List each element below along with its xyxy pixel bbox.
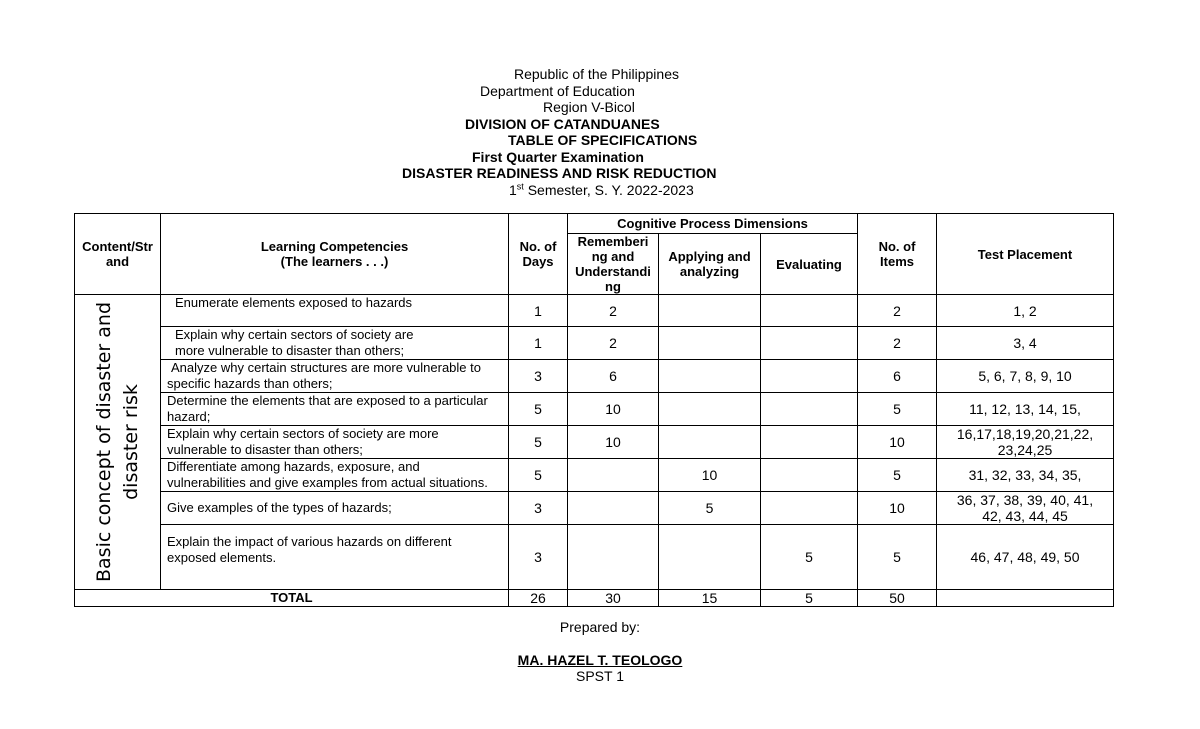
- republic-line: Republic of the Philippines: [514, 66, 679, 82]
- table-row: [75, 360, 1114, 393]
- applying-cell: [659, 295, 761, 327]
- table-row: [75, 492, 1114, 525]
- placement-cell: 5, 6, 7, 8, 9, 10: [937, 360, 1114, 393]
- competencies-header: Learning Competencies (The learners . . .): [161, 214, 509, 295]
- test-placement-header: Test Placement: [937, 214, 1114, 295]
- days-cell: 5: [509, 426, 568, 459]
- items-cell: 10: [858, 492, 937, 525]
- total-row: [75, 590, 1114, 607]
- competency-cell: Explain why certain sectors of society are more vulnerable to disaster than others;: [161, 426, 509, 459]
- total-placement: [937, 590, 1114, 607]
- evaluating-cell: [761, 327, 858, 360]
- applying-cell: [659, 360, 761, 393]
- remembering-cell: [568, 525, 659, 590]
- evaluating-cell: [761, 426, 858, 459]
- table-row: [75, 393, 1114, 426]
- competency-cell: Differentiate among hazards, exposure, and vulnerabilities and give examples from actual situations.: [161, 459, 509, 492]
- subject-line: DISASTER READINESS AND RISK REDUCTION: [402, 165, 717, 181]
- division-line: DIVISION OF CATANDUANES: [465, 116, 660, 132]
- content-strand-header: Content/Str and: [75, 214, 161, 295]
- preparer-position: SPST 1: [576, 668, 624, 684]
- total-items: 50: [858, 590, 937, 607]
- items-cell: 5: [858, 525, 937, 590]
- total-days: 26: [509, 590, 568, 607]
- placement-cell: 11, 12, 13, 14, 15,: [937, 393, 1114, 426]
- competency-cell: Give examples of the types of hazards;: [161, 492, 509, 525]
- content-strand-label: Basic concept of disaster and disaster risk: [92, 301, 142, 583]
- days-cell: 3: [509, 492, 568, 525]
- evaluating-cell: [761, 393, 858, 426]
- items-header: No. of Items: [858, 214, 937, 295]
- competency-cell: Enumerate elements exposed to hazards: [161, 295, 509, 327]
- exam-line: First Quarter Examination: [472, 149, 644, 165]
- applying-cell: [659, 525, 761, 590]
- remembering-header: Rememberi ng and Understandi ng: [568, 234, 659, 295]
- applying-cell: [659, 327, 761, 360]
- placement-cell: 46, 47, 48, 49, 50: [937, 525, 1114, 590]
- semester-text: Semester, S. Y. 2022-2023: [523, 182, 694, 198]
- items-cell: 6: [858, 360, 937, 393]
- table-row: [75, 327, 1114, 360]
- days-cell: 1: [509, 295, 568, 327]
- applying-cell: [659, 426, 761, 459]
- cognitive-dimensions-header: Cognitive Process Dimensions: [568, 214, 858, 234]
- placement-cell: 3, 4: [937, 327, 1114, 360]
- items-cell: 2: [858, 295, 937, 327]
- days-cell: 3: [509, 360, 568, 393]
- evaluating-cell: [761, 492, 858, 525]
- remembering-cell: [568, 459, 659, 492]
- competency-cell: Determine the elements that are exposed to a particular hazard;: [161, 393, 509, 426]
- placement-cell: 1, 2: [937, 295, 1114, 327]
- semester-ordinal-suffix: st: [516, 181, 524, 192]
- competency-cell: Explain why certain sectors of society are more vulnerable to disaster than others;: [161, 327, 509, 360]
- placement-cell: 36, 37, 38, 39, 40, 41, 42, 43, 44, 45: [937, 492, 1114, 525]
- remembering-cell: [568, 492, 659, 525]
- placement-cell: 31, 32, 33, 34, 35,: [937, 459, 1114, 492]
- semester-ordinal: 1: [509, 182, 517, 198]
- placement-cell: 16,17,18,19,20,21,22, 23,24,25: [937, 426, 1114, 459]
- remembering-cell: 2: [568, 327, 659, 360]
- days-cell: 5: [509, 459, 568, 492]
- table-row: [75, 525, 1114, 590]
- days-cell: 1: [509, 327, 568, 360]
- semester-line: [509, 182, 694, 198]
- remembering-cell: 6: [568, 360, 659, 393]
- days-cell: 5: [509, 393, 568, 426]
- header-row-1: [75, 214, 1114, 234]
- department-line: Department of Education: [480, 83, 635, 99]
- evaluating-header: Evaluating: [761, 234, 858, 295]
- document-title: TABLE OF SPECIFICATIONS: [508, 132, 698, 148]
- total-remembering: 30: [568, 590, 659, 607]
- region-line: Region V-Bicol: [543, 99, 635, 115]
- content-strand-cell: [75, 295, 161, 590]
- applying-cell: 10: [659, 459, 761, 492]
- remembering-cell: 10: [568, 426, 659, 459]
- items-cell: 5: [858, 459, 937, 492]
- total-label: TOTAL: [75, 590, 509, 607]
- remembering-cell: 2: [568, 295, 659, 327]
- applying-header: Applying and analyzing: [659, 234, 761, 295]
- competency-cell: Analyze why certain structures are more vulnerable to specific hazards than others;: [161, 360, 509, 393]
- days-header: No. of Days: [509, 214, 568, 295]
- total-applying: 15: [659, 590, 761, 607]
- remembering-cell: 10: [568, 393, 659, 426]
- table-row: [75, 426, 1114, 459]
- total-evaluating: 5: [761, 590, 858, 607]
- competency-cell: Explain the impact of various hazards on different exposed elements.: [161, 525, 509, 590]
- items-cell: 2: [858, 327, 937, 360]
- items-cell: 10: [858, 426, 937, 459]
- applying-cell: 5: [659, 492, 761, 525]
- prepared-by-label: Prepared by:: [559, 619, 641, 635]
- evaluating-cell: [761, 295, 858, 327]
- applying-cell: [659, 393, 761, 426]
- evaluating-cell: [761, 360, 858, 393]
- items-cell: 5: [858, 393, 937, 426]
- specifications-table: [74, 213, 1114, 607]
- evaluating-cell: 5: [761, 525, 858, 590]
- days-cell: 3: [509, 525, 568, 590]
- preparer-name: MA. HAZEL T. TEOLOGO: [517, 652, 683, 668]
- table-row: [75, 459, 1114, 492]
- table-row: [75, 295, 1114, 327]
- evaluating-cell: [761, 459, 858, 492]
